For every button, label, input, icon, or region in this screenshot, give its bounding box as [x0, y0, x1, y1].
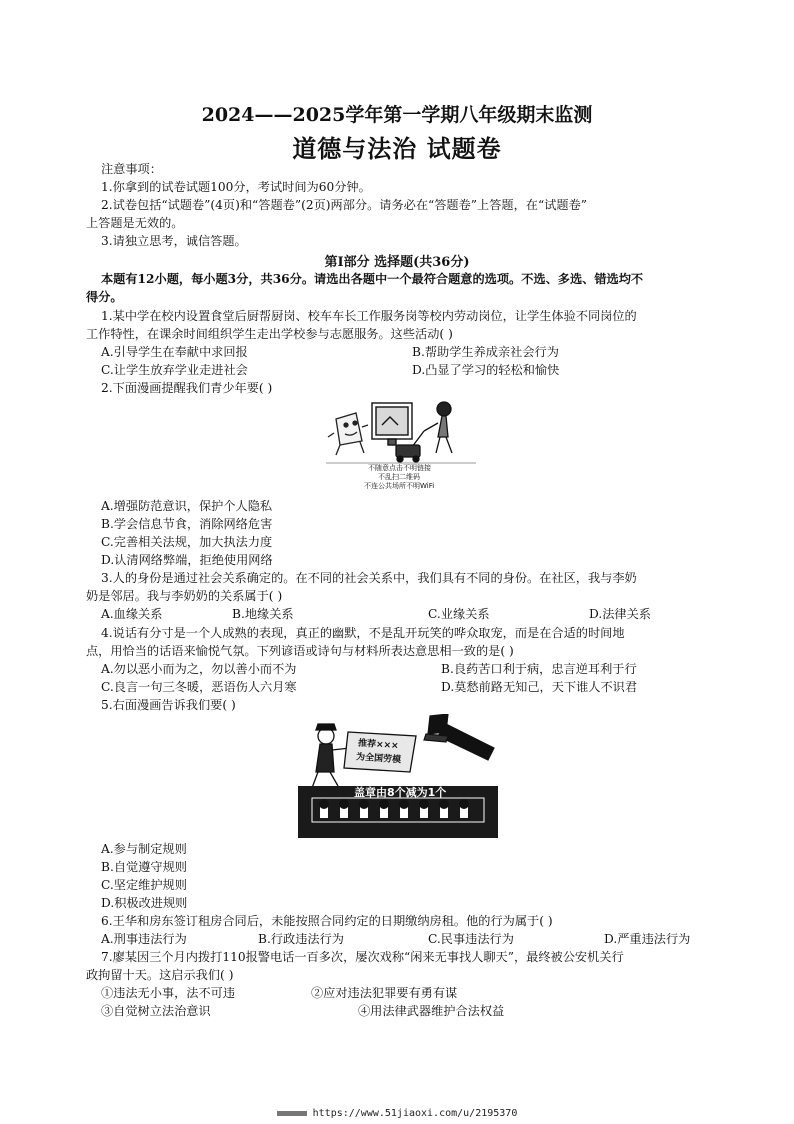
- q5-option-b: B.自觉遵守规则: [101, 860, 187, 874]
- q3-option-c: C.业缘关系: [428, 607, 490, 621]
- q4-option-a: A.勿以恶小而为之，勿以善小而不为: [101, 662, 297, 676]
- section-desc-b: 得分。: [86, 290, 123, 304]
- q5-stem: 5.右面漫画告诉我们要( ): [101, 698, 236, 712]
- q1-option-d: D.凸显了学习的轻松和愉快: [412, 363, 560, 377]
- q4-stem-b: 点，用恰当的话语来愉悦气氛。下列谚语或诗句与材料所表达意思相一致的是( ): [86, 644, 514, 658]
- q3-stem-b: 奶是邻居。我与李奶奶的关系属于( ): [86, 589, 283, 603]
- q7-stem-b: 政拘留十天。这启示我们( ): [86, 968, 234, 982]
- notice-heading: 注意事项：: [101, 162, 162, 176]
- q1-option-c: C.让学生放弃学业走进社会: [101, 363, 248, 377]
- notice-item-2a: 2.试卷包括“试题卷”(4页)和“答题卷”(2页)两部分。请务必在“答题卷”上答题，在“试题卷”: [101, 198, 587, 212]
- q1-stem-a: 1.某中学在校内设置食堂后厨帮厨岗、校车车长工作服务岗等校内劳动岗位，让学生体验不同岗位的: [101, 309, 637, 323]
- section-title: 第Ⅰ部分 选择题(共36分): [324, 255, 470, 270]
- q6-stem: 6.王华和房东签订租房合同后，未能按照合同约定的日期缴纳房租。他的行为属于( ): [101, 914, 553, 928]
- q6-option-a: A.刑事违法行为: [101, 932, 187, 946]
- footer-url-text[interactable]: https://www.51jiaoxi.com/u/2195370: [312, 1108, 518, 1119]
- notice-item-2b: 上答题是无效的。: [86, 216, 184, 230]
- q5-option-c: C.坚定维护规则: [101, 878, 187, 892]
- footer-url[interactable]: [0, 1108, 794, 1119]
- q2-caption-2: 不乱扫二维码: [378, 473, 420, 481]
- q4-option-d: D.莫愁前路无知己，天下谁人不识君: [441, 680, 638, 694]
- q7-statement-3: ③自觉树立法治意识: [101, 1004, 211, 1018]
- q2-cartoon: [326, 397, 476, 495]
- q1-option-b: B.帮助学生养成亲社会行为: [412, 345, 559, 359]
- q4-option-b: B.良药苦口利于病，忠言逆耳利于行: [441, 662, 637, 676]
- notice-item-3: 3.请独立思考，诚信答题。: [101, 234, 247, 248]
- q5-option-a: A.参与制定规则: [101, 842, 187, 856]
- q3-option-a: A.血缘关系: [101, 607, 163, 621]
- q4-option-c: C.良言一句三冬暖，恶语伤人六月寒: [101, 680, 297, 694]
- q6-option-d: D.严重违法行为: [604, 932, 691, 946]
- q3-option-d: D.法律关系: [589, 607, 651, 621]
- q2-stem: 2.下面漫画提醒我们青少年要( ): [101, 381, 273, 395]
- q4-stem-a: 4.说话有分寸是一个人成熟的表现，真正的幽默，不是乱开玩笑的哗众取宠，而是在合适的时间地: [101, 626, 625, 640]
- exam-title: 2024——2025学年第一学期八年级期末监测: [201, 104, 593, 126]
- q5-option-d: D.积极改进规则: [101, 896, 188, 910]
- subject-title: 道德与法治 试题卷: [292, 134, 502, 163]
- section-desc-a: 本题有12小题，每小题3分，共36分。请选出各题中一个最符合题意的选项。不选、多选、错选均不: [101, 272, 644, 286]
- q5-sign-line-1: 推荐×××: [357, 738, 399, 752]
- q3-option-b: B.地缘关系: [232, 607, 294, 621]
- q2-option-b: B.学会信息节食，消除网络危害: [101, 517, 273, 531]
- q2-caption-3: 不连公共场所不明WiFi: [364, 482, 435, 490]
- notice-item-1: 1.你拿到的试卷试题100分，考试时间为60分钟。: [101, 180, 371, 194]
- q2-option-c: C.完善相关法规，加大执法力度: [101, 535, 273, 549]
- q7-stem-a: 7.廖某因三个月内拨打110报警电话一百多次，屡次戏称“闲来无事找人聊天”，最终被公安机关行: [101, 950, 624, 964]
- footer-logo-mark: [277, 1111, 307, 1116]
- q7-statement-2: ②应对违法犯罪要有勇有谋: [311, 986, 458, 1000]
- q7-statement-1: ①违法无小事，法不可违: [101, 986, 236, 1000]
- q5-cartoon: [298, 714, 498, 838]
- q7-statement-4: ④用法律武器维护合法权益: [358, 1004, 505, 1018]
- q6-option-b: B.行政违法行为: [258, 932, 344, 946]
- q5-sign-line-2: 为全国劳模: [355, 752, 402, 766]
- q2-caption-1: 不随意点击不明链接: [368, 464, 431, 472]
- q2-option-a: A.增强防范意识，保护个人隐私: [101, 499, 273, 513]
- q6-option-c: C.民事违法行为: [428, 932, 514, 946]
- q1-stem-b: 工作特性，在课余时间组织学生走出学校参与志愿服务。这些活动( ): [86, 327, 453, 341]
- q2-option-d: D.认清网络弊端，拒绝使用网络: [101, 553, 273, 567]
- q5-cartoon-drawing: [298, 714, 498, 838]
- q5-banner-text: 盖章由8个减为1个: [354, 786, 447, 799]
- q1-option-a: A.引导学生在奉献中求回报: [101, 345, 248, 359]
- q3-stem-a: 3.人的身份是通过社会关系确定的。在不同的社会关系中，我们具有不同的身份。在社区，我与李奶: [101, 571, 637, 585]
